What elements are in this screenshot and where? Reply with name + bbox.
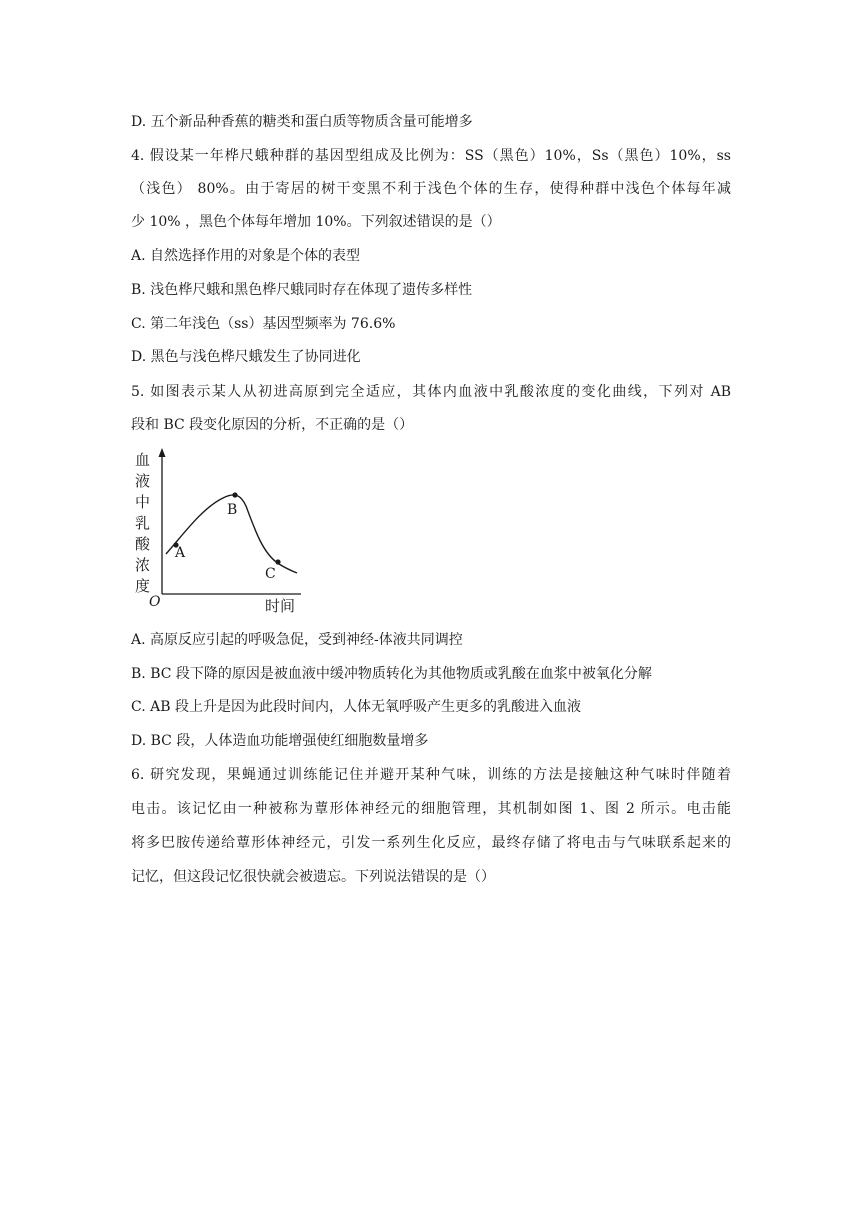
q5-option-a: A. 高原反应引起的呼吸急促，受到神经-体液共同调控 xyxy=(131,632,463,648)
q5-stem-line2: 段和 BC 段变化原因的分析，不正确的是（） xyxy=(131,417,414,433)
point-b xyxy=(232,492,237,497)
ylabel-char: 中 xyxy=(135,493,151,511)
origin-label: O xyxy=(149,594,161,610)
ylabel-char: 乳 xyxy=(135,514,151,532)
lactate-curve-figure xyxy=(127,446,307,616)
point-c xyxy=(275,559,280,564)
q5-option-c: C. AB 段上升是因为此段时间内，人体无氧呼吸产生更多的乳酸进入血液 xyxy=(131,699,581,715)
ylabel-char: 液 xyxy=(135,472,151,490)
ylabel-char: 度 xyxy=(135,577,151,595)
q5-option-b: B. BC 段下降的原因是被血液中缓冲物质转化为其他物质或乳酸在血浆中被氧化分解 xyxy=(131,666,652,682)
q6-stem-line4: 记忆，但这段记忆很快就会被遗忘。下列说法错误的是（） xyxy=(131,869,495,885)
point-c-label: C xyxy=(265,566,276,582)
xlabel: 时间 xyxy=(265,597,296,615)
q4-stem-line3: 少 10% ，黑色个体每年增加 10%。下列叙述错误的是（） xyxy=(131,214,501,230)
q6-stem-line2: 电击。该记忆由一种被称为蕈形体神经元的细胞管理，其机制如图 1、图 2 所示。电击能 xyxy=(131,801,731,817)
ylabel-char: 浓 xyxy=(135,556,151,574)
point-a-label: A xyxy=(175,545,186,561)
point-b-label: B xyxy=(227,502,238,518)
ylabel-char: 血 xyxy=(135,451,151,469)
ylabel-char: 酸 xyxy=(135,535,151,553)
q6-stem-line1: 6. 研究发现，果蝇通过训练能记住并避开某种气味，训练的方法是接触这种气味时伴随着 xyxy=(131,767,731,783)
q6-stem-line3: 将多巴胺传递给蕈形体神经元，引发一系列生化反应，最终存储了将电击与气味联系起来的 xyxy=(131,835,731,851)
y-axis-arrow xyxy=(159,448,166,457)
q4-option-c: C. 第二年浅色（ss）基因型频率为 76.6% xyxy=(131,316,396,332)
q4-option-b: B. 浅色桦尺蛾和黑色桦尺蛾同时存在体现了遗传多样性 xyxy=(131,282,473,298)
q4-stem-line1: 4. 假设某一年桦尺蛾种群的基因型组成及比例为：SS（黑色）10%，Ss（黑色）10%，ss xyxy=(131,148,731,164)
q5-option-d: D. BC 段，人体造血功能增强使红细胞数量增多 xyxy=(131,733,429,749)
q5-stem-line1: 5. 如图表示某人从初进高原到完全适应，其体内血液中乳酸浓度的变化曲线，下列对 AB xyxy=(131,384,731,400)
q3-option-d: D. 五个新品种香蕉的糖类和蛋白质等物质含量可能增多 xyxy=(131,114,473,130)
q4-stem-line2: （浅色） 80%。由于寄居的树干变黑不利于浅色个体的生存，使得种群中浅色个体每年减 xyxy=(131,181,731,197)
q4-option-a: A. 自然选择作用的对象是个体的表型 xyxy=(131,248,361,264)
q4-option-d: D. 黑色与浅色桦尺蛾发生了协同进化 xyxy=(131,349,361,365)
